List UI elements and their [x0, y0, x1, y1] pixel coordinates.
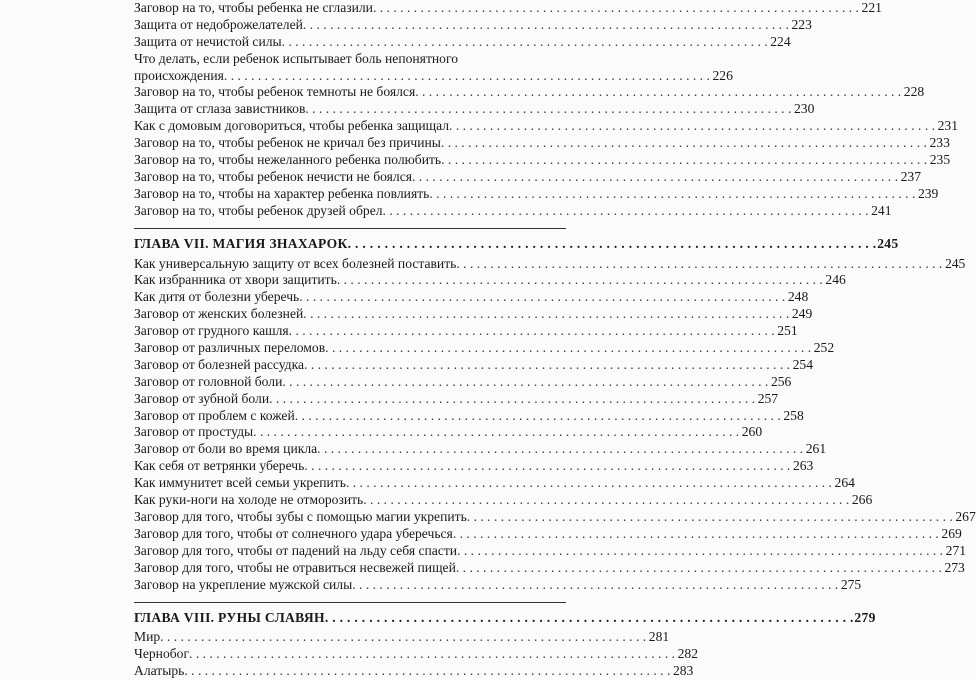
section-divider [134, 602, 566, 603]
toc-entry-title: Заговор для того, чтобы зубы с помощью магии укрепить [134, 508, 467, 524]
toc-entry-page: 235 [929, 152, 951, 168]
toc-leader-dots [337, 272, 823, 289]
toc-leader-dots [457, 543, 943, 560]
toc-entry-page: 282 [677, 646, 699, 662]
toc-entry-page: 223 [791, 16, 812, 32]
toc-entry-title: Заговор на то, чтобы ребенок друзей обрел [134, 202, 383, 218]
toc-leader-dots [348, 235, 877, 253]
toc-section-list [134, 255, 976, 594]
toc-leader-dots [295, 408, 781, 425]
toc-leader-dots [189, 646, 675, 663]
toc-entry-title: Как руки-ноги на холоде не отморозить [134, 492, 364, 508]
toc-entry-title: Алатырь [134, 663, 185, 679]
toc-entry-title: Заговор для того, чтобы от падений на льду себя спасти [134, 542, 458, 558]
toc-entry-page: 248 [787, 289, 809, 305]
toc-entry-page: 224 [770, 33, 791, 49]
toc-entry-page: 233 [929, 135, 950, 151]
toc-entry [134, 356, 814, 374]
toc-entry-title: Защита от нечистой силы [134, 33, 282, 49]
toc-entry [134, 407, 804, 425]
toc-leader-dots [304, 357, 790, 374]
toc-entry-title: Мир [134, 629, 161, 645]
toc-entry [134, 101, 815, 118]
toc-leader-dots [299, 289, 785, 306]
toc-entry [134, 508, 976, 526]
toc-leader-dots [282, 34, 768, 51]
toc-entry-page: 260 [741, 424, 763, 440]
toc-entry-title: Заговор от грудного кашля [134, 323, 289, 339]
toc-leader-dots [282, 374, 768, 391]
toc-entry-title: Заговор на то, чтобы ребенок темноты не боялся [134, 84, 416, 100]
toc-leader-dots [346, 475, 832, 492]
toc-leader-dots [305, 101, 791, 118]
toc-entry-page: 228 [903, 84, 925, 100]
toc-entry-title: Как с домовым договориться, чтобы ребенка защищал [134, 118, 450, 134]
toc-entry [134, 33, 791, 51]
toc-entry-title: Заговор на то, чтобы ребенок нечисти не боялся [134, 168, 412, 184]
toc-entry [134, 185, 939, 203]
toc-entry-page: 269 [941, 525, 962, 541]
toc-leader-dots [325, 609, 854, 627]
toc-entry-title: Заговор от различных переломов [134, 340, 326, 356]
toc-entry-title: Заговор от зубной боли [134, 390, 270, 406]
toc-leader-dots [160, 629, 646, 646]
toc-entry-page: 231 [937, 118, 959, 134]
toc-entry-page: 261 [805, 441, 827, 457]
toc-section-list [134, 629, 699, 680]
toc-entry-page: 281 [648, 629, 670, 645]
toc-leader-dots [363, 492, 849, 509]
toc-entry [134, 306, 813, 323]
toc-entry-page: 273 [944, 559, 965, 575]
toc-entry-page: 271 [945, 542, 967, 558]
toc-entry-page: 257 [757, 390, 779, 406]
toc-leader-dots [449, 118, 935, 135]
toc-entry-title: Заговор от боли во время цикла [134, 441, 318, 457]
toc-entry-page: 256 [770, 373, 792, 389]
toc-entry-page: 258 [783, 407, 804, 423]
toc-entry [134, 255, 966, 273]
toc-leader-dots [429, 186, 915, 203]
toc-entry-page: 241 [871, 202, 892, 218]
toc-leader-dots [441, 135, 927, 152]
toc-entry-title: Как избранника от хвори защитить [134, 272, 337, 288]
toc-entry [134, 542, 967, 560]
toc-entry-page: 251 [777, 323, 798, 339]
toc-entry-page: 252 [813, 340, 835, 356]
toc-entry [134, 340, 835, 357]
toc-entry-page: 249 [791, 306, 813, 322]
toc-entry-title: Заговор на то, чтобы нежеланного ребенка полюбить [134, 152, 442, 168]
toc-entry-page: 226 [712, 67, 733, 83]
toc-leader-dots [325, 340, 811, 357]
toc-entry-title: Чернобог [134, 646, 190, 662]
toc-leader-dots [415, 84, 901, 101]
toc-entry [134, 118, 959, 135]
toc-entry [134, 51, 566, 68]
toc-entry-page: 275 [840, 576, 862, 592]
toc-leader-dots [456, 256, 942, 273]
toc-entry [134, 390, 779, 408]
toc-entry [134, 323, 798, 340]
toc-entry-title: Как дитя от болезни уберечь [134, 289, 300, 305]
toc-entry-title: Заговор для того, чтобы от солнечного удара уберечься [134, 525, 453, 541]
toc-entry-title: Как себя от ветрянки уберечь [134, 458, 305, 474]
toc-leader-dots [269, 391, 755, 408]
toc-entry [134, 525, 962, 543]
toc-entry-page: 254 [792, 356, 814, 372]
toc-entry [134, 441, 827, 458]
toc-entry-title: Заговор на то, чтобы на характер ребенка повлиять [134, 185, 430, 201]
toc-entry [134, 424, 763, 441]
chapter-heading [134, 235, 899, 253]
toc-leader-dots [289, 323, 775, 340]
toc-leader-dots [467, 509, 953, 526]
toc-entry [134, 0, 882, 17]
toc-leader-dots [317, 441, 803, 458]
toc-entry-title: происхождения [134, 67, 224, 83]
toc-entry [134, 67, 733, 85]
toc-leader-dots [412, 169, 898, 186]
toc-entry-page: 264 [834, 475, 855, 491]
toc-entry-page: 237 [900, 168, 921, 184]
toc-entry-page: 245 [944, 255, 966, 271]
toc-entry-title: Заговор для того, чтобы не отравиться несвежей пищей [134, 559, 456, 575]
toc-entry [134, 646, 699, 663]
chapter-page: 279 [854, 610, 876, 626]
toc-entry [134, 629, 670, 646]
chapter-page: 245 [877, 235, 899, 251]
toc-leader-dots [304, 458, 790, 475]
toc-entry [134, 475, 855, 492]
toc-entry-title: Заговор на то, чтобы ребенок не кричал без причины [134, 135, 441, 151]
toc-entry [134, 576, 862, 594]
toc-entry-title: Заговор на то, чтобы ребенка не сглазили [134, 0, 373, 15]
chapter-title: ГЛАВА VII. МАГИЯ ЗНАХАРОК [134, 235, 348, 251]
table-of-contents [134, 0, 976, 680]
toc-entry-title: Заговор от головной боли [134, 373, 283, 389]
toc-entry-title: Что делать, если ребенок испытывает боль непонятного [134, 50, 458, 66]
toc-entry-page: 246 [825, 272, 846, 288]
chapter-heading [134, 609, 876, 627]
toc-entry [134, 272, 846, 289]
toc-entry-title: Заговор от проблем с кожей [134, 407, 295, 423]
toc-entry [134, 492, 873, 509]
toc-entry-page: 266 [851, 492, 873, 508]
toc-leader-dots [303, 306, 789, 323]
chapter-title: ГЛАВА VIII. РУНЫ СЛАВЯН [134, 610, 325, 626]
toc-leader-dots [224, 68, 710, 85]
toc-entry [134, 84, 925, 101]
toc-leader-dots [453, 526, 939, 543]
toc-entry-title: Как иммунитет всей семьи укрепить [134, 475, 346, 491]
toc-section-list [134, 0, 959, 220]
section-divider [134, 228, 566, 229]
toc-entry [134, 663, 694, 680]
toc-entry-title: Заговор от простуды [134, 424, 254, 440]
toc-leader-dots [383, 203, 869, 220]
toc-entry [134, 289, 809, 306]
toc-leader-dots [352, 577, 838, 594]
toc-entry [134, 152, 951, 169]
toc-entry-page: 239 [917, 185, 939, 201]
toc-entry-page: 283 [672, 663, 694, 679]
toc-entry [134, 373, 792, 391]
toc-entry-page: 267 [955, 508, 976, 524]
toc-entry [134, 458, 814, 475]
toc-entry-page: 263 [792, 458, 814, 474]
toc-leader-dots [303, 17, 789, 34]
toc-leader-dots [184, 663, 670, 680]
toc-entry [134, 16, 812, 34]
toc-entry [134, 135, 950, 152]
toc-entry [134, 168, 921, 186]
toc-entry [134, 559, 965, 577]
toc-entry-title: Защита от сглаза завистников [134, 101, 306, 117]
toc-entry-title: Заговор от женских болезней [134, 306, 304, 322]
toc-leader-dots [373, 0, 859, 17]
toc-leader-dots [456, 560, 942, 577]
toc-leader-dots [441, 152, 927, 169]
toc-entry [134, 202, 892, 220]
toc-entry-title: Заговор от болезней рассудка [134, 356, 305, 372]
toc-entry-title: Защита от недоброжелателей [134, 16, 303, 32]
toc-entry-page: 221 [861, 0, 882, 15]
toc-leader-dots [253, 424, 739, 441]
toc-entry-title: Заговор на укрепление мужской силы [134, 576, 353, 592]
toc-entry-page: 230 [793, 101, 815, 117]
toc-entry-title: Как универсальную защиту от всех болезней поставить [134, 255, 457, 271]
